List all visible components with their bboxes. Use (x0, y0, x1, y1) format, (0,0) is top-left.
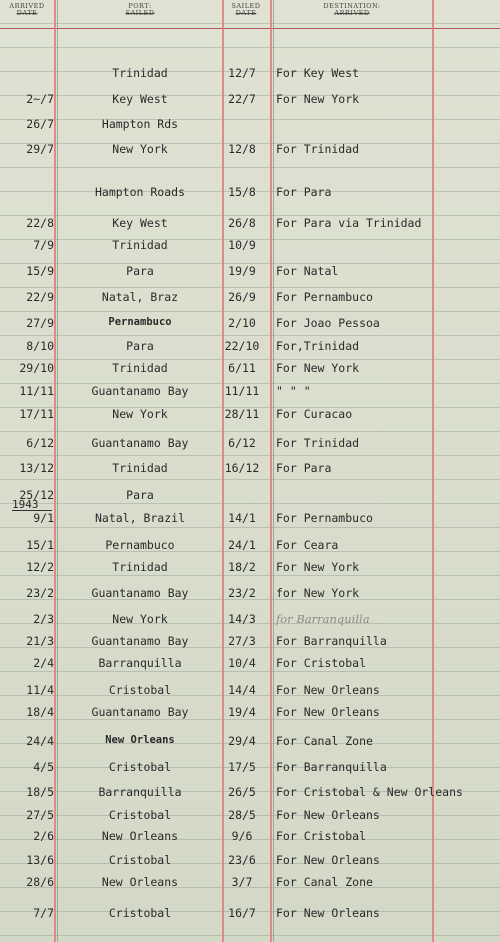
arrived-date: 28/6 (26, 875, 54, 889)
arrived-date: 25/12 (19, 488, 54, 502)
destination: For New Orleans (276, 683, 380, 697)
arrived-date: 8/10 (26, 339, 54, 353)
destination: for New York (276, 586, 360, 600)
sailed-date: 2/10 (228, 316, 256, 330)
arrived-date: 24/4 (26, 734, 54, 748)
port-name: Trinidad (112, 66, 168, 80)
sailed-date: 23/6 (228, 853, 256, 867)
port-name: New York (112, 407, 168, 421)
destination: For Para (276, 185, 332, 199)
table-row (0, 92, 500, 112)
sailed-date: 9/6 (231, 829, 253, 843)
arrived-date: 2~/7 (26, 92, 54, 106)
destination: For New Orleans (276, 853, 380, 867)
destination: For Para (276, 461, 332, 475)
arrived-date: 29/7 (26, 142, 54, 156)
sailed-date: 19/4 (228, 705, 256, 719)
port-name: Guantanamo Bay (91, 705, 189, 719)
destination: For New York (276, 361, 360, 375)
table-row (0, 436, 500, 456)
table-row (0, 808, 500, 828)
table-row (0, 238, 500, 258)
destination: For Cristobal (276, 656, 367, 670)
sailed-date: 22/7 (228, 92, 256, 106)
sailed-date: 17/5 (228, 760, 256, 774)
destination: For Barranquilla (276, 760, 387, 774)
table-row (0, 407, 500, 427)
table-row (0, 612, 500, 632)
header-port-label: PORT: (128, 2, 152, 10)
table-row (0, 734, 500, 754)
table-row (0, 264, 500, 284)
table-row (0, 216, 500, 236)
arrived-date: 7/9 (33, 238, 54, 252)
arrived-date: 13/6 (26, 853, 54, 867)
destination: For Para via Trinidad (276, 216, 422, 230)
port-name: Barranquilla (98, 785, 182, 799)
port-name: Hampton Rds (101, 117, 179, 131)
destination: For New York (276, 92, 360, 106)
arrived-date: 18/4 (26, 705, 54, 719)
table-row (0, 656, 500, 676)
destination: For Canal Zone (276, 734, 373, 748)
sailed-date: 19/9 (228, 264, 256, 278)
port-name: Cristobal (108, 906, 172, 920)
arrived-date: 29/10 (19, 361, 54, 375)
port-name: Key West (112, 92, 168, 106)
year-mark: 1943 (12, 498, 39, 511)
sailed-date: 27/3 (228, 634, 256, 648)
port-name: Trinidad (112, 238, 168, 252)
sailed-date: 6/11 (228, 361, 256, 375)
port-name: Para (126, 264, 154, 278)
table-row (0, 316, 500, 336)
sailed-date: 28/11 (224, 407, 260, 421)
table-row (0, 538, 500, 558)
port-name: Guantanamo Bay (91, 384, 189, 398)
port-name: New York (112, 612, 168, 626)
sailed-date: 15/8 (228, 185, 256, 199)
sailed-date: 28/5 (228, 808, 256, 822)
sailed-date: 14/4 (228, 683, 256, 697)
header-sailed-sub: DATE (235, 9, 257, 17)
table-row (0, 705, 500, 725)
destination: for Barranquilla (276, 612, 370, 626)
header-arrived-label: ARRIVED (9, 2, 45, 10)
arrived-date: 6/12 (26, 436, 54, 450)
arrived-date: 26/7 (26, 117, 54, 131)
arrived-date: 2/6 (33, 829, 54, 843)
sailed-date: 14/3 (228, 612, 256, 626)
destination: For Joao Pessoa (276, 316, 380, 330)
sailed-date: 26/9 (228, 290, 256, 304)
destination: For New Orleans (276, 906, 380, 920)
table-row (0, 384, 500, 404)
sailed-date: 24/1 (228, 538, 256, 552)
arrived-date: 27/5 (26, 808, 54, 822)
table-row (0, 361, 500, 381)
port-name: Cristobal (108, 760, 172, 774)
sailed-date: 6/12 (228, 436, 256, 450)
table-row (0, 906, 500, 926)
port-name: New Orleans (105, 734, 175, 746)
destination: For New Orleans (276, 808, 380, 822)
sailed-date: 29/4 (228, 734, 256, 748)
table-row (0, 488, 500, 508)
table-row (0, 511, 500, 531)
sailed-date: 23/2 (228, 586, 256, 600)
arrived-date: 15/9 (26, 264, 54, 278)
port-name: Trinidad (112, 361, 168, 375)
arrived-date: 27/9 (26, 316, 54, 330)
sailed-date: 12/7 (228, 66, 256, 80)
destination: For New Orleans (276, 705, 380, 719)
port-name: Natal, Brazil (94, 511, 185, 525)
arrived-date: 7/7 (33, 906, 54, 920)
destination: For New York (276, 560, 360, 574)
arrived-date: 12/2 (26, 560, 54, 574)
destination: For Canal Zone (276, 875, 373, 889)
table-row (0, 586, 500, 606)
column-header-row (0, 0, 500, 29)
table-row (0, 683, 500, 703)
table-row (0, 634, 500, 654)
port-name: Para (126, 488, 154, 502)
port-name: Guantanamo Bay (91, 634, 189, 648)
port-name: Trinidad (112, 461, 168, 475)
header-arrived (2, 3, 52, 17)
destination: For Pernambuco (276, 290, 373, 304)
table-row (0, 185, 500, 205)
port-name: Barranquilla (98, 656, 182, 670)
arrived-date: 22/8 (26, 216, 54, 230)
table-row (0, 853, 500, 873)
arrived-date: 17/11 (19, 407, 54, 421)
header-destination (272, 3, 432, 17)
table-row (0, 560, 500, 580)
sailed-date: 22/10 (224, 339, 260, 353)
port-name: Guantanamo Bay (91, 586, 189, 600)
arrived-date: 4/5 (33, 760, 54, 774)
port-name: Guantanamo Bay (91, 436, 189, 450)
arrived-date: 2/3 (33, 612, 54, 626)
sailed-date: 11/11 (224, 384, 260, 398)
destination: For Barranquilla (276, 634, 387, 648)
header-sailed (222, 3, 270, 17)
port-name: Cristobal (108, 808, 172, 822)
header-destination-sub: ARRIVED (334, 9, 370, 17)
destination: For Cristobal & New Orleans (276, 785, 463, 799)
table-row (0, 760, 500, 780)
sailed-date: 16/12 (224, 461, 260, 475)
header-destination-label: DESTINATION: (323, 2, 381, 10)
sailed-date: 3/7 (231, 875, 253, 889)
table-row (0, 117, 500, 137)
destination: For Curacao (276, 407, 353, 421)
arrived-date: 9/1 (33, 511, 54, 525)
arrived-date: 18/5 (26, 785, 54, 799)
arrived-date: 11/4 (26, 683, 54, 697)
sailed-date: 18/2 (228, 560, 256, 574)
sailed-date: 10/9 (228, 238, 256, 252)
port-name: New Orleans (101, 829, 179, 843)
header-port (60, 3, 220, 17)
destination: For Trinidad (276, 142, 360, 156)
header-arrived-sub: DATE (16, 9, 38, 17)
port-name: New Orleans (101, 875, 179, 889)
table-row (0, 339, 500, 359)
port-name: Hampton Roads (94, 185, 185, 199)
arrived-date: 23/2 (26, 586, 54, 600)
port-name: Cristobal (108, 683, 172, 697)
table-row (0, 785, 500, 805)
port-name: Cristobal (108, 853, 172, 867)
arrived-date: 2/4 (33, 656, 54, 670)
table-row (0, 461, 500, 481)
port-name: Key West (112, 216, 168, 230)
port-name: Trinidad (112, 560, 168, 574)
destination: For,Trinidad (276, 339, 360, 353)
arrived-date: 22/9 (26, 290, 54, 304)
destination: For Ceara (276, 538, 339, 552)
sailed-date: 26/5 (228, 785, 256, 799)
table-row (0, 142, 500, 162)
port-name: New York (112, 142, 168, 156)
destination: For Cristobal (276, 829, 367, 843)
destination: " " " (276, 384, 311, 398)
destination: For Key West (276, 66, 360, 80)
header-port-sub: SAILED (125, 9, 155, 17)
destination: For Pernambuco (276, 511, 373, 525)
arrived-date: 21/3 (26, 634, 54, 648)
port-name: Para (126, 339, 154, 353)
arrived-date: 15/1 (26, 538, 54, 552)
port-name: Pernambuco (105, 538, 175, 552)
port-name: Natal, Braz (101, 290, 179, 304)
table-row (0, 829, 500, 849)
sailed-date: 10/4 (228, 656, 256, 670)
sailed-date: 12/8 (228, 142, 256, 156)
arrived-date: 13/12 (19, 461, 54, 475)
sailed-date: 26/8 (228, 216, 256, 230)
header-sailed-label: SAILED (231, 2, 261, 10)
sailed-date: 14/1 (228, 511, 256, 525)
port-name: Pernambuco (108, 316, 172, 328)
table-row (0, 66, 500, 86)
destination: For Trinidad (276, 436, 360, 450)
table-row (0, 875, 500, 895)
table-row (0, 290, 500, 310)
sailed-date: 16/7 (228, 906, 256, 920)
arrived-date: 11/11 (19, 384, 54, 398)
destination: For Natal (276, 264, 339, 278)
